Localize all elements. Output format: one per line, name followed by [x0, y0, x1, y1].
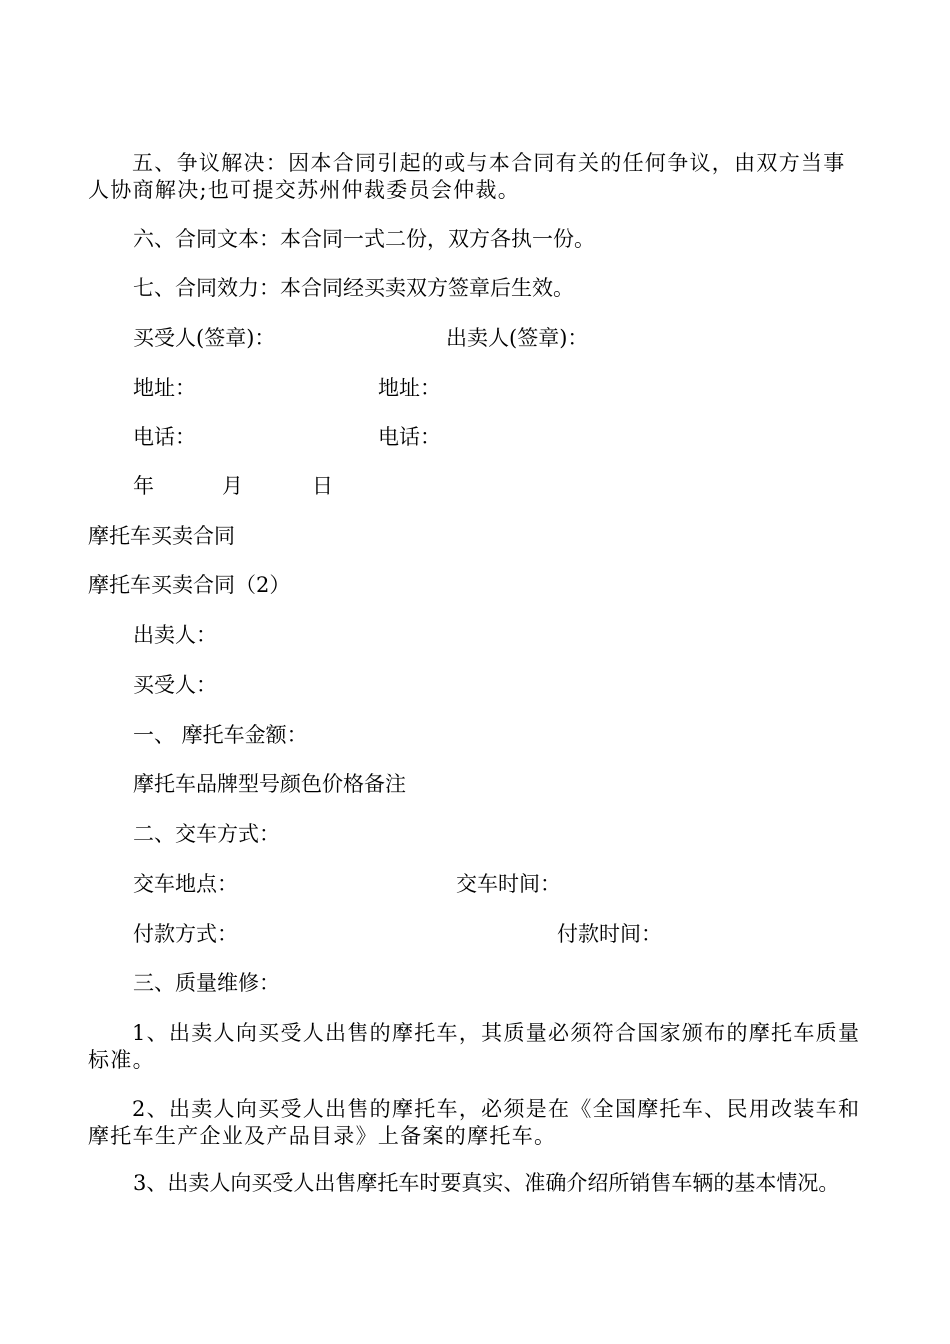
date-day-label: 日 [312, 474, 333, 498]
payment-method-label: 付款方式： [133, 922, 238, 946]
clause-dispute-line2: 人协商解决;也可提交苏州仲裁委员会仲裁。 [88, 178, 521, 202]
clause-dispute [88, 150, 864, 204]
section3-heading: 三、质量维修： [133, 971, 280, 995]
section1-columns: 摩托车品牌型号颜色价格备注 [133, 772, 406, 796]
date-month-label: 月 [222, 474, 243, 498]
clause-effect: 七、合同效力：本合同经买卖双方签章后生效。 [133, 276, 574, 300]
document-subtitle: 摩托车买卖合同（2） [88, 573, 291, 597]
section3-item2-line1: 2、出卖人向买受人出售的摩托车，必须是在《全国摩托车、民用改装车和 [132, 1097, 861, 1121]
seller-signature-label: 出卖人(签章)： [446, 326, 589, 350]
section2-heading: 二、交车方式： [133, 822, 280, 846]
clause-dispute-line1: 五、争议解决：因本合同引起的或与本合同有关的任何争议，由双方当事 [132, 151, 846, 175]
clause-copies: 六、合同文本：本合同一式二份，双方各执一份。 [133, 227, 595, 251]
payment-time-label: 付款时间： [557, 922, 662, 946]
delivery-place-label: 交车地点： [133, 872, 238, 896]
seller-phone-label: 电话： [378, 425, 441, 449]
document-title: 摩托车买卖合同 [88, 524, 235, 548]
section3-item1-line1: 1、出卖人向买受人出售的摩托车，其质量必须符合国家颁布的摩托车质量 [132, 1021, 861, 1045]
section3-item1-line2: 标准。 [88, 1048, 155, 1072]
buyer-phone-label: 电话： [133, 425, 196, 449]
buyer-address-label: 地址： [133, 376, 196, 400]
section3-item3: 3、出卖人向买受人出售摩托车时要真实、准确介绍所销售车辆的基本情况。 [133, 1171, 840, 1195]
seller-address-label: 地址： [378, 376, 441, 400]
seller-party-label: 出卖人： [133, 623, 217, 647]
buyer-signature-label: 买受人(签章)： [133, 326, 276, 350]
section3-item2-line2: 摩托车生产企业及产品目录》上备案的摩托车。 [88, 1124, 557, 1148]
date-year-label: 年 [133, 474, 154, 498]
section1-heading: 一、 摩托车金额： [133, 723, 308, 747]
delivery-time-label: 交车时间： [456, 872, 561, 896]
section3-item2 [88, 1096, 864, 1150]
buyer-party-label: 买受人： [133, 673, 217, 697]
section3-item1 [88, 1020, 864, 1074]
